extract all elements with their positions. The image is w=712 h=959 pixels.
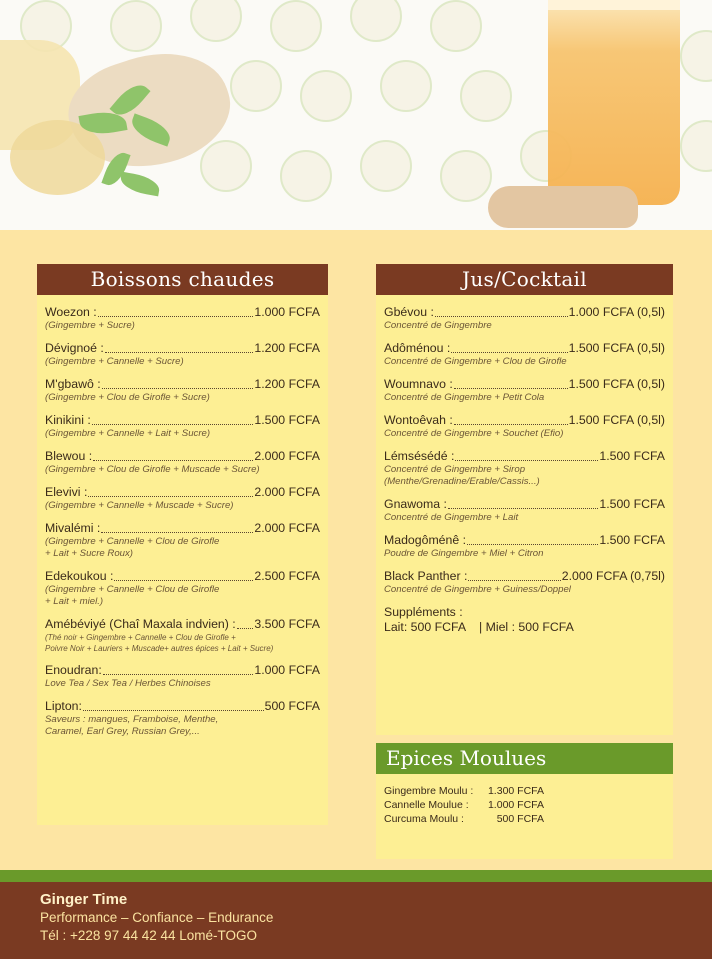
menu-item-price: 2.000 FCFA bbox=[254, 449, 320, 463]
menu-item-price: 1.500 FCFA bbox=[254, 413, 320, 427]
menu-item-description: Poivre Noir + Lauriers + Muscade+ autres épices + Lait + Sucre) bbox=[45, 644, 274, 653]
spices-section bbox=[376, 743, 673, 859]
spice-name: Curcuma Moulu : bbox=[384, 813, 464, 825]
watermark-logo bbox=[380, 60, 432, 112]
juice-title: Jus/Cocktail bbox=[376, 264, 673, 295]
menu-item-name: Madogôménê : bbox=[384, 533, 467, 547]
dot-leader bbox=[98, 316, 254, 317]
menu-item-line bbox=[384, 377, 665, 392]
menu-item bbox=[45, 449, 320, 476]
menu-item-description: Concentré de Gingembre + Petit Cola bbox=[384, 392, 545, 403]
menu-item-line bbox=[45, 485, 320, 500]
menu-item-name: Adôménou : bbox=[384, 341, 451, 355]
menu-item-price: 2.000 FCFA bbox=[254, 521, 320, 535]
watermark-logo bbox=[680, 30, 712, 82]
menu-item-description: (Gingembre + Clou de Girofle + Sucre) bbox=[45, 392, 210, 403]
dot-leader bbox=[237, 628, 254, 629]
menu-item-description: (Gingembre + Cannelle + Muscade + Sucre) bbox=[45, 500, 234, 511]
dot-leader bbox=[114, 580, 253, 581]
dot-leader bbox=[88, 496, 253, 497]
menu-item-name: Wontoêvah : bbox=[384, 413, 453, 427]
menu-item-description: Concentré de Gingembre bbox=[384, 320, 492, 331]
menu-item-line bbox=[45, 449, 320, 464]
watermark-logo bbox=[230, 60, 282, 112]
menu-item bbox=[45, 663, 320, 690]
menu-item-line bbox=[384, 449, 665, 464]
menu-item-line bbox=[45, 569, 320, 584]
watermark-logo bbox=[430, 0, 482, 52]
menu-item-price: 500 FCFA bbox=[264, 699, 320, 713]
menu-item-name: Blewou : bbox=[45, 449, 93, 463]
watermark-logo bbox=[680, 120, 712, 172]
menu-item-line bbox=[45, 521, 320, 536]
dot-leader bbox=[92, 424, 254, 425]
menu-item bbox=[45, 569, 320, 608]
supplements-line: Lait: 500 FCFA | Miel : 500 FCFA bbox=[384, 620, 574, 634]
spice-price: 500 FCFA bbox=[496, 813, 544, 825]
menu-item-line bbox=[45, 413, 320, 428]
watermark-logo bbox=[190, 0, 242, 42]
menu-item-price: 1.500 FCFA (0,5l) bbox=[568, 377, 665, 391]
menu-item-price: 1.500 FCFA bbox=[599, 497, 665, 511]
menu-item-name: Edekoukou : bbox=[45, 569, 114, 583]
spices-list bbox=[376, 774, 673, 859]
footer-brand: Ginger Time bbox=[40, 891, 128, 908]
spice-price: 1.000 FCFA bbox=[487, 799, 544, 811]
menu-item-name: Mivalémi : bbox=[45, 521, 101, 535]
menu-item-name: Dévignoé : bbox=[45, 341, 104, 355]
watermark-logo bbox=[360, 140, 412, 192]
dot-leader bbox=[455, 460, 598, 461]
menu-item-price: 1.200 FCFA bbox=[254, 341, 320, 355]
menu-item bbox=[384, 305, 665, 332]
menu-item-price: 1.500 FCFA (0,5l) bbox=[568, 341, 665, 355]
menu-item-price: 1.000 FCFA bbox=[254, 663, 320, 677]
menu-item-name: Lipton: bbox=[45, 699, 82, 713]
menu-item-price: 2.000 FCFA bbox=[254, 485, 320, 499]
dot-leader bbox=[83, 710, 264, 711]
dot-leader bbox=[435, 316, 568, 317]
menu-item-description: (Thé noir + Gingembre + Cannelle + Clou de Girofle + bbox=[45, 633, 236, 642]
menu-item-price: 1.500 FCFA (0,5l) bbox=[568, 413, 665, 427]
menu-item bbox=[384, 413, 665, 440]
menu-item-name: Amébéviyé (Chaî Maxala indvien) : bbox=[45, 617, 236, 631]
menu-item-price: 2.500 FCFA bbox=[254, 569, 320, 583]
menu-item-description: Concentré de Gingembre + Guiness/Doppel bbox=[384, 584, 571, 595]
menu-item-description: (Gingembre + Cannelle + Clou de Girofle bbox=[45, 536, 220, 547]
dot-leader bbox=[101, 532, 253, 533]
menu-item bbox=[384, 341, 665, 368]
hero-banner bbox=[0, 0, 712, 230]
menu-item-description: Concentré de Gingembre + Sirop bbox=[384, 464, 526, 475]
spice-name: Cannelle Moulue : bbox=[384, 799, 469, 811]
menu-item-line bbox=[384, 497, 665, 512]
menu-item-line bbox=[384, 569, 665, 584]
watermark-logo bbox=[350, 0, 402, 42]
watermark-logo bbox=[460, 70, 512, 122]
dot-leader bbox=[468, 580, 560, 581]
menu-item-name: Kinikini : bbox=[45, 413, 91, 427]
dot-leader bbox=[454, 424, 568, 425]
menu-item bbox=[384, 449, 665, 488]
menu-item-description: Love Tea / Sex Tea / Herbes Chinoises bbox=[45, 678, 211, 689]
menu-item-price: 3.500 FCFA bbox=[254, 617, 320, 631]
menu-item-description: Concentré de Gingembre + Clou de Girofle bbox=[384, 356, 567, 367]
menu-item bbox=[45, 699, 320, 738]
menu-item-name: Woezon : bbox=[45, 305, 97, 319]
menu-item-description: (Gingembre + Clou de Girofle + Muscade + Sucre) bbox=[45, 464, 260, 475]
watermark-logo bbox=[300, 70, 352, 122]
hot-drinks-section bbox=[37, 264, 328, 825]
menu-item bbox=[384, 569, 665, 596]
menu-item-price: 1.000 FCFA bbox=[254, 305, 320, 319]
dot-leader bbox=[451, 352, 567, 353]
watermark-logo bbox=[280, 150, 332, 202]
footer-accent-bar bbox=[0, 870, 712, 882]
menu-item bbox=[45, 617, 320, 654]
menu-item-description: Concentré de Gingembre + Souchet (Efio) bbox=[384, 428, 564, 439]
mint-leaf-image bbox=[119, 172, 162, 197]
spice-row bbox=[384, 812, 665, 826]
dot-leader bbox=[467, 544, 598, 545]
menu-item-line bbox=[45, 699, 320, 714]
menu-item-line bbox=[384, 533, 665, 548]
menu-item-price: 1.500 FCFA bbox=[599, 449, 665, 463]
footer-contact: Tél : +228 97 44 42 44 Lomé-TOGO bbox=[40, 928, 258, 943]
juice-glass-image bbox=[548, 0, 680, 205]
menu-item-description: (Gingembre + Cannelle + Sucre) bbox=[45, 356, 184, 367]
menu-item-name: Lémsésédé : bbox=[384, 449, 455, 463]
menu-item-description: + Lait + Sucre Roux) bbox=[45, 548, 133, 559]
menu-item-price: 1.500 FCFA bbox=[599, 533, 665, 547]
menu-item-name: Black Panther : bbox=[384, 569, 468, 583]
menu-item-description: (Gingembre + Cannelle + Lait + Sucre) bbox=[45, 428, 211, 439]
menu-item-description: Concentré de Gingembre + Lait bbox=[384, 512, 519, 523]
watermark-logo bbox=[440, 150, 492, 202]
menu-item-line bbox=[45, 341, 320, 356]
dot-leader bbox=[448, 508, 598, 509]
menu-item-description: Caramel, Earl Grey, Russian Grey,... bbox=[45, 726, 200, 737]
menu-item bbox=[384, 377, 665, 404]
menu-item-line bbox=[384, 341, 665, 356]
dot-leader bbox=[454, 388, 568, 389]
menu-item-line bbox=[45, 377, 320, 392]
footer-tagline: Performance – Confiance – Endurance bbox=[40, 910, 274, 925]
menu-item-description: Saveurs : mangues, Framboise, Menthe, bbox=[45, 714, 219, 725]
juice-section bbox=[376, 264, 673, 735]
menu-item-name: Gnawoma : bbox=[384, 497, 447, 511]
menu-item-line bbox=[384, 413, 665, 428]
menu-item bbox=[45, 485, 320, 512]
footer bbox=[0, 882, 712, 959]
dot-leader bbox=[105, 352, 254, 353]
menu-item-name: Gbévou : bbox=[384, 305, 434, 319]
menu-item-description: Poudre de Gingembre + Miel + Citron bbox=[384, 548, 544, 559]
dot-leader bbox=[93, 460, 253, 461]
dot-leader bbox=[102, 388, 254, 389]
menu-item-name: M'gbawô : bbox=[45, 377, 101, 391]
spice-name: Gingembre Moulu : bbox=[384, 785, 474, 797]
menu-item bbox=[45, 521, 320, 560]
menu-item-description: (Gingembre + Cannelle + Clou de Girofle bbox=[45, 584, 220, 595]
menu-item-price: 1.200 FCFA bbox=[254, 377, 320, 391]
menu-item bbox=[384, 533, 665, 560]
spice-price: 1.300 FCFA bbox=[487, 785, 544, 797]
spice-row bbox=[384, 798, 665, 812]
hot-drinks-title: Boissons chaudes bbox=[37, 264, 328, 295]
menu-item-name: Elevivi : bbox=[45, 485, 88, 499]
menu-item bbox=[45, 377, 320, 404]
hot-drinks-list bbox=[37, 295, 328, 825]
spice-row bbox=[384, 784, 665, 798]
menu-item-price: 1.000 FCFA (0,5l) bbox=[568, 305, 665, 319]
dot-leader bbox=[103, 674, 254, 675]
menu-item-description: (Gingembre + Sucre) bbox=[45, 320, 135, 331]
supplements-title: Suppléments : bbox=[384, 605, 463, 619]
menu-item bbox=[45, 413, 320, 440]
menu-item bbox=[45, 305, 320, 332]
menu-item-name: Enoudran: bbox=[45, 663, 102, 677]
juice-glass-rim bbox=[548, 0, 680, 10]
menu-item-line bbox=[384, 305, 665, 320]
watermark-logo bbox=[110, 0, 162, 52]
ginger-root-image bbox=[488, 186, 638, 228]
menu-item-line bbox=[45, 617, 320, 632]
menu-item-description: + Lait + miel.) bbox=[45, 596, 104, 607]
menu-item-name: Woumnavo : bbox=[384, 377, 453, 391]
menu-item-description: (Menthe/Grenadine/Erable/Cassis...) bbox=[384, 476, 540, 487]
watermark-logo bbox=[270, 0, 322, 52]
menu-item bbox=[384, 497, 665, 524]
juice-list bbox=[376, 295, 673, 735]
menu-item-price: 2.000 FCFA (0,75l) bbox=[561, 569, 665, 583]
menu-item-line bbox=[45, 305, 320, 320]
menu-item bbox=[45, 341, 320, 368]
spices-title: Epices Moulues bbox=[376, 743, 673, 774]
menu-item-line bbox=[45, 663, 320, 678]
watermark-logo bbox=[200, 140, 252, 192]
